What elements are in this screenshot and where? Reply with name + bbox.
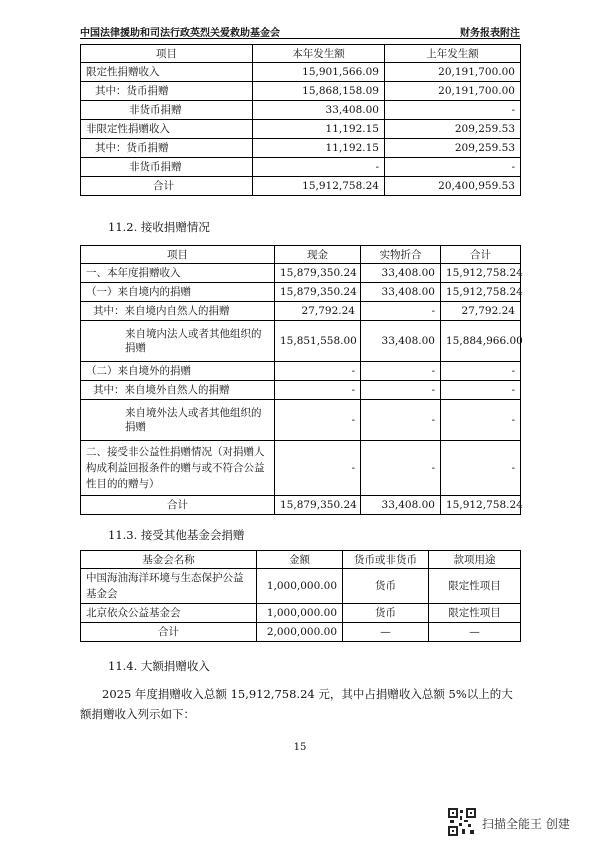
total-value: 15,912,758.24: [441, 496, 521, 515]
table-header-row: [81, 551, 521, 569]
header-cell: 货币或非货币: [343, 551, 429, 569]
current-year-value: 11,192.15: [253, 139, 385, 158]
row-label: 合计: [81, 496, 275, 515]
table-row: [81, 604, 521, 623]
table-row: [81, 441, 521, 496]
current-year-value: -: [253, 158, 385, 177]
prior-year-value: 20,191,700.00: [385, 63, 521, 82]
row-label: 其中：来自境外自然人的捐赠: [81, 381, 275, 400]
in-kind-value: -: [361, 441, 441, 496]
large-donation-paragraph: 2025 年度捐赠收入总额 15,912,758.24 元，其中占捐赠收入总额 5%以上的大额捐赠收入列示如下：: [80, 687, 513, 721]
amount-value: 2,000,000.00: [257, 623, 343, 642]
page-number: 15: [293, 742, 307, 753]
current-year-value: 15,912,758.24: [253, 177, 385, 196]
table-row: [81, 82, 521, 101]
total-value: -: [441, 400, 521, 441]
section-heading-11-3: 11.3. 接受其他基金会捐赠: [108, 528, 245, 542]
monetary-type: 货币: [343, 604, 429, 623]
amount-value: 1,000,000.00: [257, 604, 343, 623]
current-year-value: 11,192.15: [253, 120, 385, 139]
foundation-name: 北京依众公益基金会: [81, 604, 257, 623]
current-year-value: 33,408.00: [253, 101, 385, 120]
header-cell: 实物折合: [361, 246, 441, 264]
section-heading-11-2: 11.2. 接收捐赠情况: [108, 220, 210, 234]
row-label: 其中：货币捐赠: [81, 82, 253, 101]
cash-value: -: [275, 441, 361, 496]
prior-year-value: -: [385, 101, 521, 120]
cash-value: 15,879,350.24: [275, 283, 361, 302]
foundation-donations-table: [80, 550, 521, 642]
total-value: -: [441, 362, 521, 381]
header-cell: 金额: [257, 551, 343, 569]
row-label: （二）来自境外的捐赠: [81, 362, 275, 381]
row-label: 非限定性捐赠收入: [81, 120, 253, 139]
total-value: 15,912,758.24: [441, 264, 521, 283]
table-row: [81, 362, 521, 381]
prior-year-value: 209,259.53: [385, 120, 521, 139]
total-value: 15,912,758.24: [441, 283, 521, 302]
table-row: [81, 101, 521, 120]
table-header-row: [81, 45, 521, 63]
current-year-value: 15,901,566.09: [253, 63, 385, 82]
row-label: （一）来自境内的捐赠: [81, 283, 275, 302]
header-cell: 上年发生额: [385, 45, 521, 63]
cash-value: -: [275, 400, 361, 441]
row-label: 其中：货币捐赠: [81, 139, 253, 158]
header-section-name: 财务报表附注: [460, 28, 520, 39]
in-kind-value: 33,408.00: [361, 264, 441, 283]
table-total-row: [81, 177, 521, 196]
in-kind-value: -: [361, 302, 441, 321]
cash-value: 15,879,350.24: [275, 264, 361, 283]
organization-name: 中国法律援助和司法行政英烈关爱救助基金会: [80, 28, 280, 39]
table-row: [81, 139, 521, 158]
total-value: 27,792.24: [441, 302, 521, 321]
table-row: [81, 400, 521, 441]
row-label: 非货币捐赠: [81, 158, 253, 177]
row-label: 一、本年度捐赠收入: [81, 264, 275, 283]
cash-value: 15,851,558.00: [275, 321, 361, 362]
header-cell: 合计: [441, 246, 521, 264]
donation-income-table: [80, 44, 521, 196]
table-row: [81, 158, 521, 177]
foundation-name: 中国海油海洋环境与生态保护公益基金会: [81, 569, 257, 604]
scanner-watermark: [448, 808, 588, 838]
donations-received-table: [80, 245, 521, 515]
header-cell: 基金会名称: [81, 551, 257, 569]
table-total-row: [81, 623, 521, 642]
in-kind-value: 33,408.00: [361, 496, 441, 515]
cash-value: -: [275, 381, 361, 400]
prior-year-value: -: [385, 158, 521, 177]
table-row: [81, 264, 521, 283]
in-kind-value: -: [361, 362, 441, 381]
current-year-value: 15,868,158.09: [253, 82, 385, 101]
header-cell: 现金: [275, 246, 361, 264]
row-label: 来自境内法人或者其他组织的捐赠: [81, 321, 275, 362]
table-header-row: [81, 246, 521, 264]
table-row: [81, 381, 521, 400]
table-row: [81, 120, 521, 139]
monetary-type: —: [343, 623, 429, 642]
row-label: 非货币捐赠: [81, 101, 253, 120]
header-cell: 项目: [81, 45, 253, 63]
monetary-type: 货币: [343, 569, 429, 604]
amount-value: 1,000,000.00: [257, 569, 343, 604]
prior-year-value: 20,191,700.00: [385, 82, 521, 101]
in-kind-value: -: [361, 400, 441, 441]
prior-year-value: 20,400,959.53: [385, 177, 521, 196]
header-rule: [80, 38, 520, 39]
header-cell: 项目: [81, 246, 275, 264]
prior-year-value: 209,259.53: [385, 139, 521, 158]
row-label: 其中：来自境内自然人的捐赠: [81, 302, 275, 321]
table-total-row: [81, 496, 521, 515]
row-label: 限定性捐赠收入: [81, 63, 253, 82]
page-header: [80, 20, 520, 38]
in-kind-value: 33,408.00: [361, 321, 441, 362]
table-row: [81, 302, 521, 321]
section-heading-11-4: 11.4. 大额捐赠收入: [108, 659, 210, 673]
total-value: -: [441, 441, 521, 496]
foundation-name: 合计: [81, 623, 257, 642]
row-label: 二、接受非公益性捐赠情况（对捐赠人构成利益回报条件的赠与或不符合公益性目的的赠与）: [81, 441, 275, 496]
table-row: [81, 569, 521, 604]
table-row: [81, 63, 521, 82]
in-kind-value: -: [361, 381, 441, 400]
header-cell: 款项用途: [429, 551, 521, 569]
cash-value: 15,879,350.24: [275, 496, 361, 515]
in-kind-value: 33,408.00: [361, 283, 441, 302]
header-cell: 本年发生额: [253, 45, 385, 63]
total-value: -: [441, 381, 521, 400]
purpose-value: —: [429, 623, 521, 642]
table-row: [81, 321, 521, 362]
row-label: 来自境外法人或者其他组织的捐赠: [81, 400, 275, 441]
purpose-value: 限定性项目: [429, 569, 521, 604]
purpose-value: 限定性项目: [429, 604, 521, 623]
cash-value: 27,792.24: [275, 302, 361, 321]
total-value: 15,884,966.00: [441, 321, 521, 362]
watermark-text: 扫描全能王 创建: [482, 817, 570, 831]
table-row: [81, 283, 521, 302]
qr-code-icon: [448, 808, 476, 836]
row-label: 合计: [81, 177, 253, 196]
cash-value: -: [275, 362, 361, 381]
